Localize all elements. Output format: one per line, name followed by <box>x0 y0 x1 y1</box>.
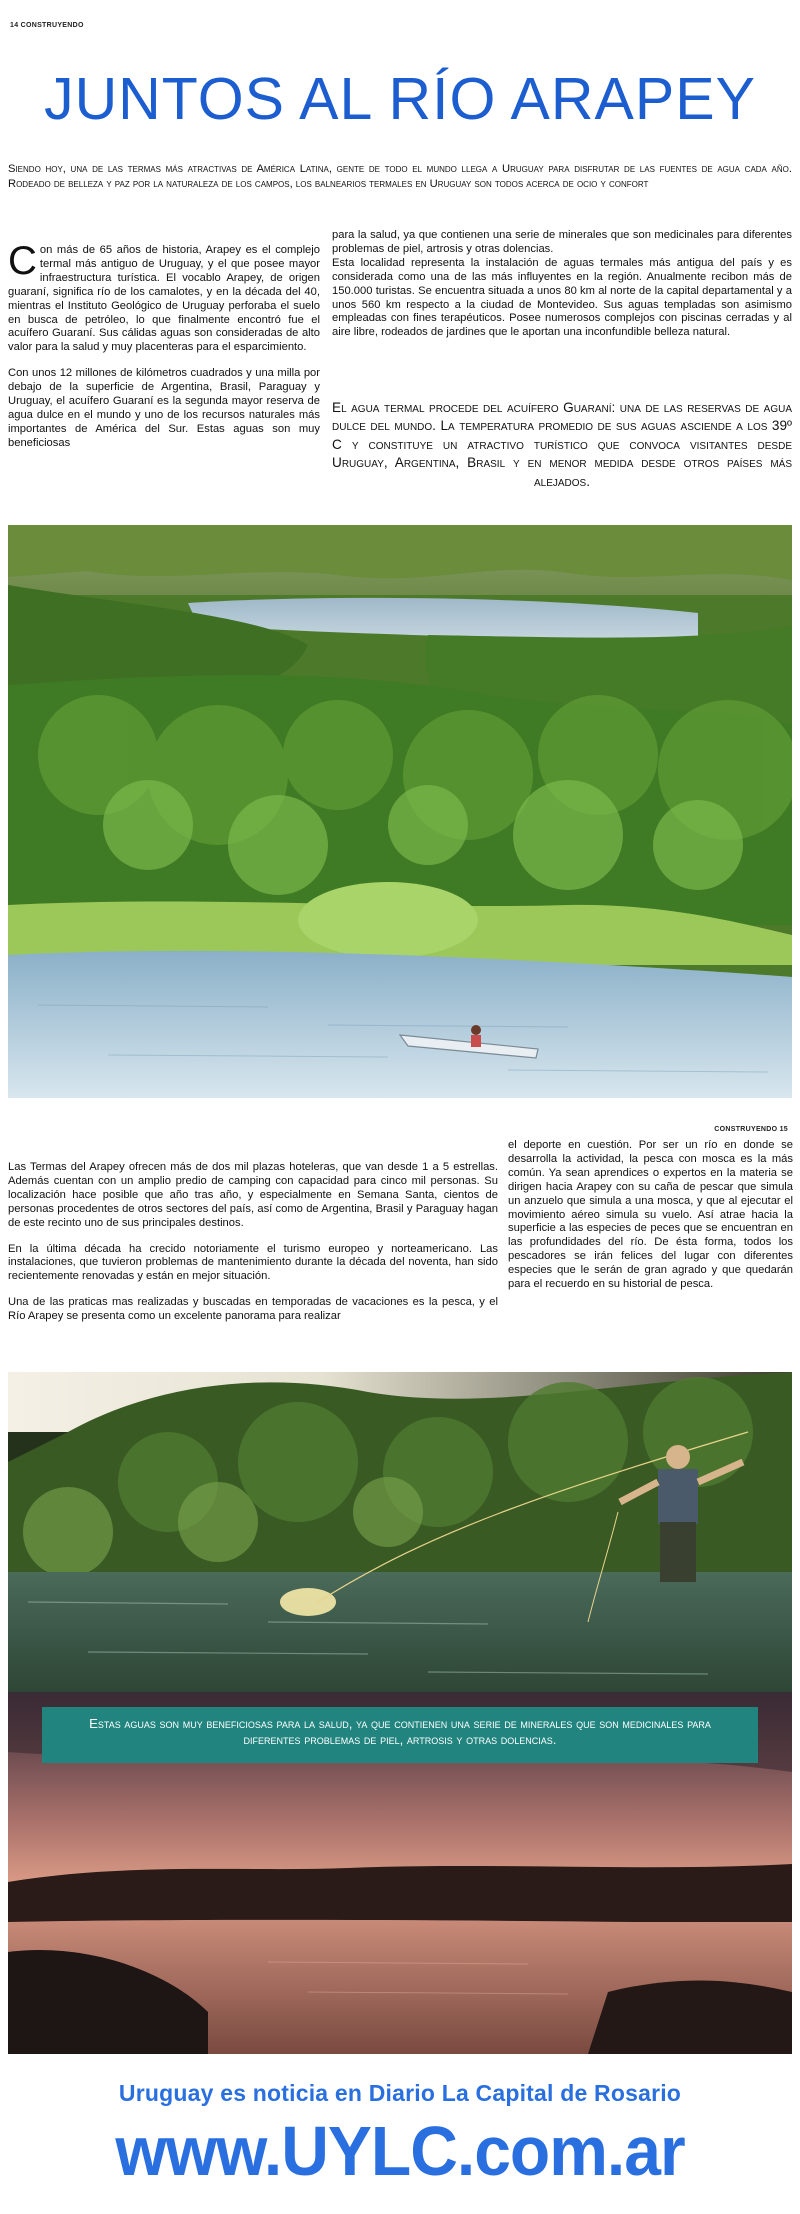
article-title: JUNTOS AL RÍO ARAPEY <box>44 66 756 132</box>
photo-caption: Estas aguas son muy beneficiosas para la salud, ya que contienen una serie de minerales que son medicinales para diferentes problemas de piel, artrosis y otras dolencias. <box>42 1707 758 1763</box>
column-1-paragraph-1 <box>8 239 320 355</box>
column-3-paragraph-2: En la última década ha crecido notoriamente el turismo europeo y norteamericano. Las instalaciones, que tuvieron problemas de mantenimiento durante la década del noventa, han sido recientemente renovadas y están en mejor situación. <box>8 1242 498 1283</box>
column-2-paragraph-1: para la salud, ya que contienen una serie de minerales que son medicinales para diferentes problemas de piel, artrosis y otras dolencias. <box>332 229 792 255</box>
fly-fishing-photo <box>8 1372 792 1692</box>
column-3-paragraph-1: Las Termas del Arapey ofrecen más de dos mil plazas hoteleras, que van desde 1 a 5 estrellas. Además cuentan con un amplio predio de camping con capacidad para cinco mil personas. Su localización hace posible que año tras año, y especialmente en Semana Santa, cientos de personas procedentes de otros sectores del país, así como de Argentina, Brasil y Paraguay hagan de este recinto uno de sus principales destinos. <box>8 1161 498 1229</box>
column-4 <box>508 1139 793 1304</box>
page-folio-middle: CONSTRUYENDO 15 <box>714 1126 788 1133</box>
article-lede: Siendo hoy, una de las termas más atractivas de América Latina, gente de todo el mundo llega a Uruguay para disfrutar de las fuentes de agua cada año. Rodeado de belleza y paz por la naturaleza de los campos, los balnearios termales en Uruguay son todos acerca de ocio y confort <box>8 163 792 190</box>
column-2-paragraph-2: Esta localidad representa la instalación de aguas termales más antigua del país y es considerada como una de las más influyentes en la región. Anualmente recibon más de 150.000 turistas. Se encuentra situada a unos 80 km al norte de la capital departamental y a unos 560 km respecto a la ciudad de Montevideo. Sus aguas templadas son asimismo empleadas con fines terapéuticos. Posee numerosos complejos con piscinas cerradas y al aire libre, rodeados de jardines que le aportan una inconfundible belleza natural. <box>332 256 792 339</box>
drop-cap: C <box>8 239 37 283</box>
footer-tagline: Uruguay es noticia en Diario La Capital de Rosario <box>118 2080 682 2106</box>
column-1-paragraph-2: Con unos 12 millones de kilómetros cuadrados y una milla por debajo de la superficie de Argentina, Brasil, Paraguay y Uruguay, el acuífero Guaraní es la segunda mayor reserva de agua dulce en el mundo y uno de los recursos naturales más importantes de América del Sur. Estas aguas son muy beneficiosas <box>8 367 320 449</box>
footer-website-url[interactable]: www.UYLC.com.ar <box>115 2112 685 2190</box>
column-3-paragraph-3: Una de las praticas mas realizadas y buscadas en temporadas de vacaciones es la pesca, y el Río Arapey se presenta como un excelente panorama para realizar <box>8 1296 498 1323</box>
column-3 <box>8 1161 498 1336</box>
page-folio-top: 14 CONSTRUYENDO <box>10 22 84 29</box>
column-1-paragraph-1-text: on más de 65 años de historia, Arapey es el complejo termal más antiguo de Uruguay, y el que posee mayor infraestructura turística. El vocablo Arapey, de origen guaraní, significa río de los camalotes, y en la década del 40, mientras el Instituto Geológico de Uruguay perforaba el suelo en busca de petróleo, lo que finalmente encontró fue el acuífero Guaraní. Sus cálidas aguas son consideradas de alto valor para la salud y muy placenteras para el esparcimiento. <box>8 244 320 354</box>
river-landscape-photo <box>8 525 792 1098</box>
pull-quote: El agua termal procede del acuífero Guaraní: una de las reservas de agua dulce del mundo. La temperatura promedio de sus aguas asciende a los 39º C y constituye un atractivo turístico que convoca visitantes desde Uruguay, Argentina, Brasil y en menor medida desde otros países más alejados. <box>332 400 792 489</box>
column-1 <box>8 239 320 463</box>
column-4-paragraph-1: el deporte en cuestión. Por ser un río en donde se desarrolla la actividad, la pesca con mosca es la más común. Ya sean aprendices o expertos en la materia se dirigen hacia Arapey con su caña de pescar que simula un anzuelo que simula a una mosca, y que al ejecutar el movimiento aéreo simula su vuelo. Así atrae hacia la superficie a las especies de peces que se encuentran en las profundidades del río. De ésta forma, todos los pescadores se irán felices del lugar con diferentes especies que le serán de gran agrado y que quedarán para el recuerdo en su historial de pesca. <box>508 1139 793 1291</box>
column-2 <box>332 229 792 352</box>
